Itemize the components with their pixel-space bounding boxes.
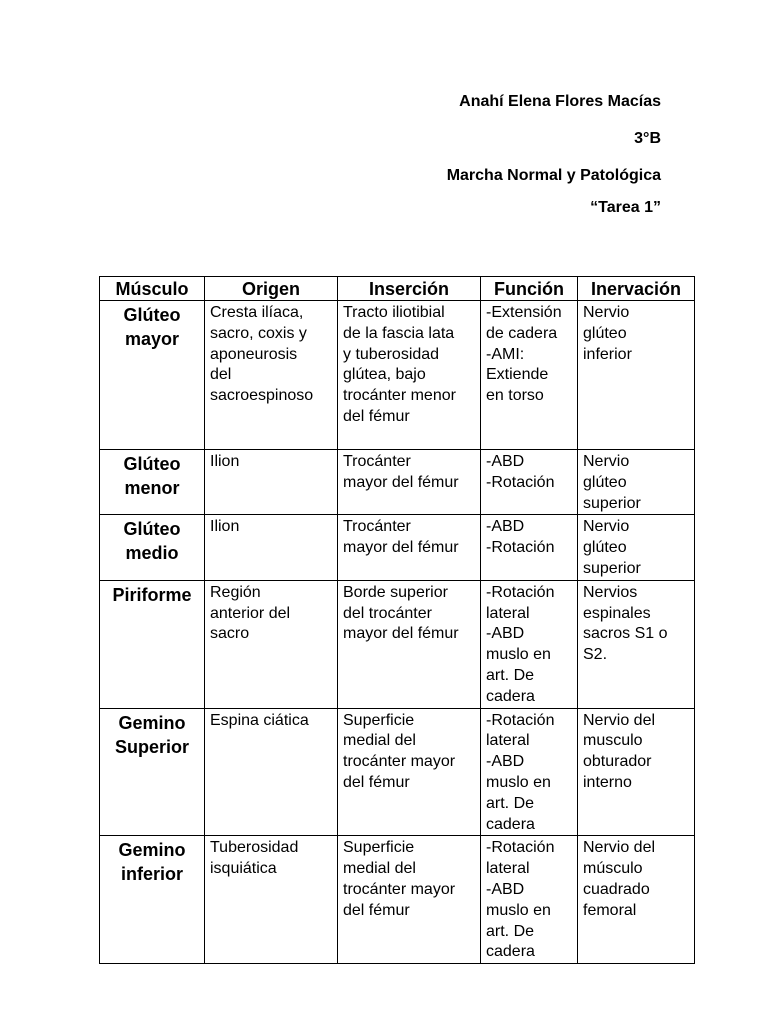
cell-line: Nervio [583,304,630,321]
function-cell [481,580,578,708]
cell-line: femoral [583,901,637,919]
cell-line: musculo [583,732,643,750]
cell-line: muslo en [486,901,551,919]
cell-line: Nervio [583,518,630,536]
cell-line: Glúteo [123,519,181,540]
cell-line: de la fascia lata [343,324,455,342]
insertion-cell [338,515,481,580]
muscle-cell [100,708,205,836]
function-cell [481,515,578,580]
cell-line: mayor del fémur [343,473,459,491]
author-name: Anahí Elena Flores Macías [459,93,661,110]
cell-line: Tracto iliotibial [343,304,445,321]
function-cell [481,450,578,515]
cell-line: del trocánter [343,604,432,622]
cell-line: lateral [486,732,530,750]
insertion-cell [338,301,481,450]
muscle-cell [100,580,205,708]
table-row [100,450,695,515]
cell-line: art. De [486,922,535,940]
cell-line: en torso [486,387,544,405]
cell-line: inferior [120,864,183,885]
function-cell [481,301,578,450]
cell-line: Región [210,583,261,601]
cell-line: sacro [210,625,250,643]
cell-line: superior [583,559,641,577]
cell-line: sacro, coxis y [210,324,307,342]
origin-cell [205,450,338,515]
cell-line: Borde superior [343,583,448,601]
cell-line: glútea, bajo [343,366,426,384]
cell-line: superior [583,494,641,512]
column-header-innervation: Inervación [578,277,695,301]
insertion-cell [338,708,481,836]
column-header-function: Función [481,277,578,301]
cell-line: cuadrado [583,880,650,898]
cell-line: lateral [486,604,530,622]
cell-line: interno [583,773,632,791]
cell-line: anterior del [210,604,291,622]
innervation-cell [578,836,695,964]
insertion-cell [338,450,481,515]
innervation-cell [578,301,695,450]
group-label: 3°B [634,130,661,147]
cell-line: del fémur [343,407,410,425]
cell-line: del fémur [343,901,410,919]
cell-line: Glúteo [123,454,181,474]
origin-cell [205,301,338,450]
cell-line: glúteo [583,324,627,342]
cell-line: -ABD [486,625,525,643]
cell-line: Superficie [343,839,415,857]
muscle-cell [100,515,205,580]
cell-line: lateral [486,860,530,878]
cell-line: obturador [583,753,652,771]
insertion-cell [338,580,481,708]
origin-cell [205,836,338,964]
cell-line: Tuberosidad [210,839,299,857]
cell-line: medio [125,543,179,564]
cell-line: Nervio [583,453,630,470]
document-header [447,92,661,218]
cell-line: Piriforme [112,584,192,605]
cell-line: Gemino [118,712,186,733]
cell-line: -Rotación [486,473,555,491]
cell-line: Ilion [210,518,240,536]
cell-line: cadera [486,815,535,833]
cell-line: menor [124,478,180,498]
cell-line: Ilion [210,453,240,470]
subject-title: Marcha Normal y Patológica [446,167,661,184]
cell-line: medial del [343,860,416,878]
cell-line: -ABD [486,518,525,536]
cell-line: art. De [486,666,535,684]
origin-cell [205,515,338,580]
column-header-muscle: Músculo [100,277,205,301]
muscle-table [99,276,695,964]
cell-line: -ABD [486,753,525,771]
cell-line: S2. [583,646,608,664]
function-cell [481,708,578,836]
muscle-cell [100,450,205,515]
cell-line: muslo en [486,646,551,664]
cell-line: Superficie [343,711,415,729]
cell-line: trocánter menor [343,387,456,405]
cell-line: aponeurosis [210,345,298,363]
cell-line: mayor del fémur [343,539,459,557]
cell-line: -Extensión [486,304,562,321]
table-row [100,836,695,964]
cell-line: mayor [124,329,180,349]
innervation-cell [578,515,695,580]
cell-line: de cadera [486,324,558,342]
cell-line: -Rotación [486,839,555,857]
table-row [100,708,695,836]
muscle-cell [100,301,205,450]
table-row [100,515,695,580]
cell-line: Trocánter [343,518,411,536]
cell-line: isquiática [210,860,277,878]
function-cell [481,836,578,964]
cell-line: espinales [583,604,651,622]
cell-line: del fémur [343,773,410,791]
cell-line: cadera [486,943,535,961]
table-header-row [100,277,695,301]
cell-line: Extiende [486,366,549,384]
cell-line: Gemino [118,840,186,861]
task-title: “Tarea 1” [590,199,661,216]
table-row [100,301,695,450]
cell-line: inferior [583,345,632,363]
cell-line: mayor del fémur [343,625,459,643]
cell-line: Trocánter [343,453,411,470]
origin-cell [205,580,338,708]
cell-line: trocánter mayor [343,880,456,898]
cell-line: Nervio del [583,839,656,857]
cell-line: glúteo [583,473,627,491]
cell-line: Cresta ilíaca, [210,304,304,321]
muscle-cell [100,836,205,964]
cell-line: Espina ciática [210,711,309,729]
cell-line: -ABD [486,453,525,470]
cell-line: -Rotación [486,539,555,557]
cell-line: cadera [486,687,535,705]
cell-line: -Rotación [486,711,555,729]
cell-line: sacroespinoso [210,387,314,405]
innervation-cell [578,708,695,836]
table-body [100,301,695,964]
origin-cell [205,708,338,836]
cell-line: medial del [343,732,416,750]
insertion-cell [338,836,481,964]
cell-line: Nervios [583,583,638,601]
cell-line: y tuberosidad [343,345,440,363]
cell-line: Nervio del [583,711,656,729]
cell-line: del [210,366,232,384]
table-row [100,580,695,708]
column-header-insertion: Inserción [338,277,481,301]
column-header-origin: Origen [205,277,338,301]
cell-line: art. De [486,794,535,812]
cell-line: -ABD [486,880,525,898]
innervation-cell [578,580,695,708]
cell-line: -Rotación [486,583,555,601]
cell-line: sacros S1 o [583,625,668,643]
innervation-cell [578,450,695,515]
cell-line: trocánter mayor [343,753,456,771]
cell-line: Superior [114,736,189,757]
cell-line: muslo en [486,773,551,791]
cell-line: Glúteo [123,305,181,325]
cell-line: músculo [583,860,643,878]
cell-line: glúteo [583,539,627,557]
cell-line: -AMI: [486,345,525,363]
